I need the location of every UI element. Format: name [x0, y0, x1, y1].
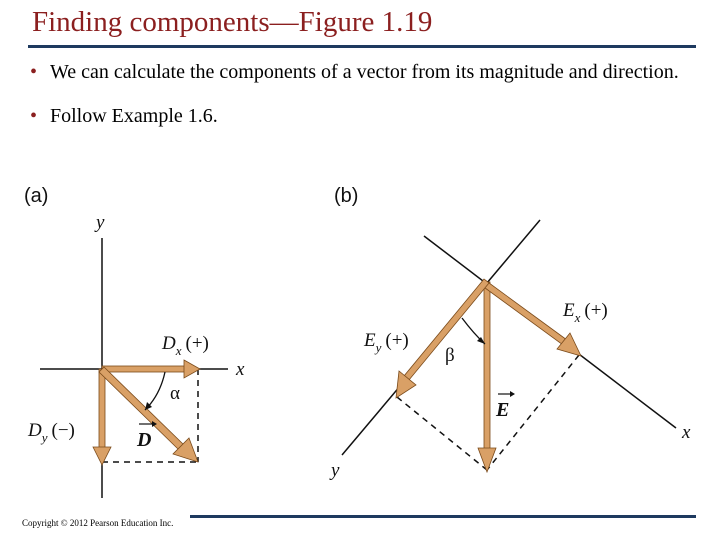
panel-a-dx-label: $D_x$ (+)	[162, 333, 209, 358]
panel-b-vector-label	[495, 391, 515, 421]
panel-a-y-label: y	[96, 212, 105, 233]
panel-b-x-label: x	[682, 422, 691, 443]
panel-b-ey-arrow	[396, 279, 489, 398]
panel-b-label: (b)	[334, 185, 359, 207]
panel-a-dy-arrow	[93, 369, 111, 465]
panel-a-angle-label: α	[170, 383, 180, 404]
panel-b-y-label: y	[331, 460, 340, 481]
panel-b-dashed-lower-left	[397, 397, 487, 470]
copyright-notice: Copyright © 2012 Pearson Education Inc.	[22, 518, 174, 528]
panel-a-vector-label	[136, 421, 157, 451]
panel-b-angle-label: β	[445, 345, 455, 366]
panel-b-ey-label: $E_y$ (+)	[364, 330, 409, 355]
bullet-text-1: We can calculate the components of a vector from its magnitude and direction.	[50, 61, 679, 83]
bullet-text-2: Follow Example 1.6.	[50, 105, 218, 127]
panel-a-dy-label: $D_y$ (−)	[28, 420, 75, 445]
panel-b-e-vector-arrow	[478, 282, 496, 472]
bullet-dot-icon: •	[30, 105, 38, 127]
svg-text:E: E	[496, 399, 510, 421]
panel-a-label: (a)	[24, 185, 49, 207]
svg-text:D: D	[137, 429, 152, 451]
panel-b-ex-label: $E_x$ (+)	[563, 300, 608, 325]
bullet-dot-icon: •	[30, 61, 38, 83]
panel-a-x-label: x	[236, 359, 245, 380]
panel-a-dx-arrow	[102, 360, 200, 378]
footer-rule	[190, 515, 696, 518]
slide-title: Finding components—Figure 1.19	[32, 6, 433, 38]
